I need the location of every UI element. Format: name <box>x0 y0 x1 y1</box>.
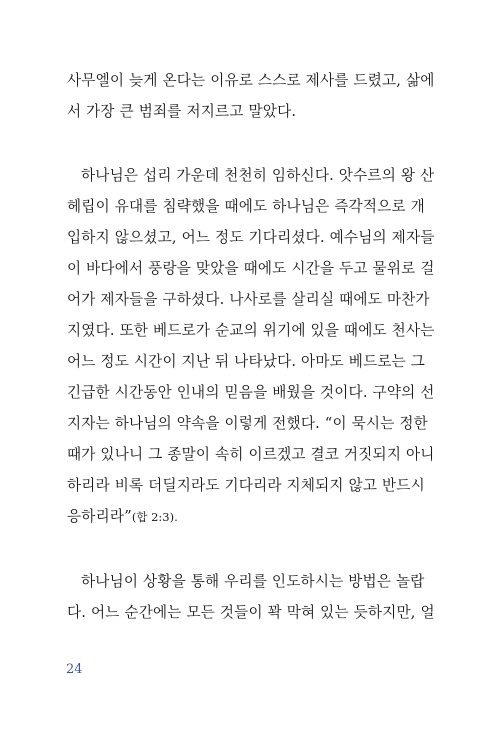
paragraph-2-line-10: 때가 있나니 그 종말이 속히 이르겠고 결코 거짓되지 아니 <box>67 446 435 463</box>
page-number: 24 <box>66 662 83 677</box>
paragraph-2-line-5: 어가 제자들을 구하셨다. 나사로를 살리실 때에도 마찬가 <box>67 291 430 308</box>
paragraph-2-line-11: 하리라 비록 더딜지라도 기다리라 지체되지 않고 반드시 <box>67 477 425 494</box>
paragraph-2-line-3: 입하지 않으셨고, 어느 정도 기다리셨다. 예수님의 제자들 <box>67 229 435 246</box>
paragraph-2-line-1: 하나님은 섭리 가운데 천천히 임하신다. 앗수르의 왕 산 <box>81 167 435 184</box>
paragraph-2-line-9: 지자는 하나님의 약속을 이렇게 전했다. “이 묵시는 정한 <box>67 415 428 432</box>
paragraph-2-line-8: 긴급한 시간동안 인내의 믿음을 배웠을 것이다. 구약의 선 <box>67 384 435 401</box>
quote-ending: 응하리라” <box>67 508 132 525</box>
paragraph-2-line-2: 헤립이 유대를 침략했을 때에도 하나님은 즉각적으로 개 <box>67 198 425 215</box>
paragraph-3-line-2: 다. 어느 순간에는 모든 것들이 꽉 막혀 있는 듯하지만, 얼 <box>67 604 435 621</box>
paragraph-2-line-6: 지였다. 또한 베드로가 순교의 위기에 있을 때에도 천사는 <box>67 322 435 339</box>
paragraph-2-line-12 <box>67 508 401 526</box>
bible-citation: (합 2:3). <box>131 510 178 524</box>
paragraph-3-line-1: 하나님이 상황을 통해 우리를 인도하시는 방법은 놀랍 <box>81 573 425 590</box>
paragraph-1-line-1: 사무엘이 늦게 온다는 이유로 스스로 제사를 드렸고, 삶에 <box>67 72 435 89</box>
paragraph-2-line-4: 이 바다에서 풍랑을 맞았을 때에도 시간을 두고 물위로 걸 <box>67 260 435 277</box>
paragraph-2-line-7: 어느 정도 시간이 지난 뒤 나타났다. 아마도 베드로는 그 <box>67 353 426 370</box>
paragraph-1-line-2: 서 가장 큰 범죄를 저지르고 말았다. <box>67 103 297 120</box>
